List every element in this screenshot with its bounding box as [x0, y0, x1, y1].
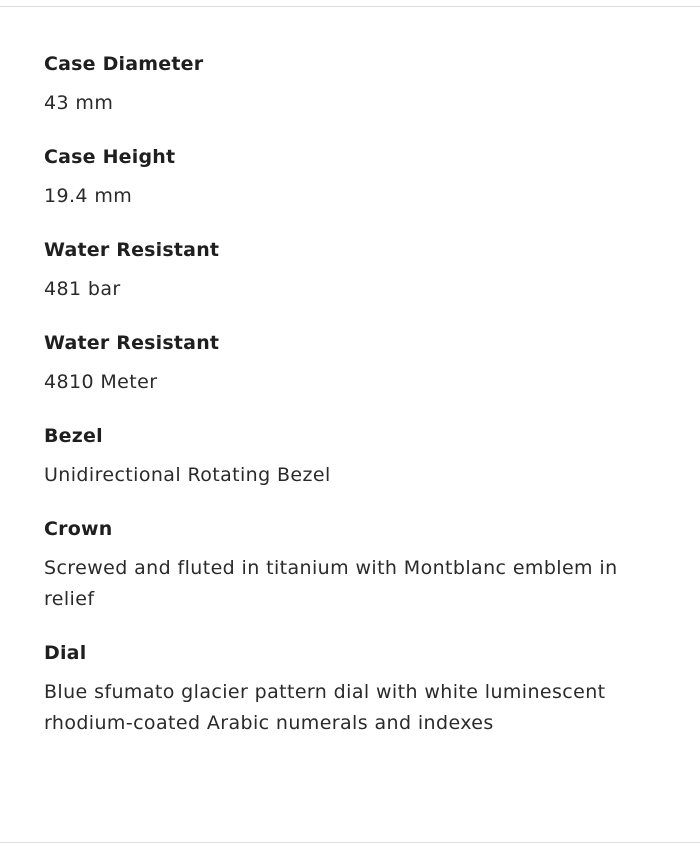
- spec-label: Dial: [44, 642, 87, 664]
- bottom-divider: [0, 842, 700, 843]
- spec-value: 19.4 mm: [44, 185, 133, 207]
- spec-label: Water Resistant: [44, 239, 220, 261]
- spec-value: 43 mm: [44, 92, 114, 114]
- spec-crown: [44, 515, 654, 615]
- spec-label: Bezel: [44, 425, 103, 447]
- spec-value: Screwed and fluted in titanium with Montblanc emblem in relief: [44, 557, 618, 610]
- spec-bezel: [44, 422, 654, 491]
- spec-case-diameter: [44, 50, 654, 119]
- specifications-list: [44, 50, 654, 763]
- top-divider: [0, 6, 700, 7]
- spec-value: 481 bar: [44, 278, 121, 300]
- spec-value: 4810 Meter: [44, 371, 158, 393]
- spec-dial: [44, 639, 654, 739]
- spec-water-resistant-meter: [44, 329, 654, 398]
- spec-label: Crown: [44, 518, 113, 540]
- spec-label: Water Resistant: [44, 332, 220, 354]
- spec-label: Case Height: [44, 146, 176, 168]
- spec-value: Unidirectional Rotating Bezel: [44, 464, 331, 486]
- spec-value: Blue sfumato glacier pattern dial with white luminescent rhodium-coated Arabic numerals and indexes: [44, 681, 606, 734]
- spec-case-height: [44, 143, 654, 212]
- spec-label: Case Diameter: [44, 53, 204, 75]
- spec-water-resistant-bar: [44, 236, 654, 305]
